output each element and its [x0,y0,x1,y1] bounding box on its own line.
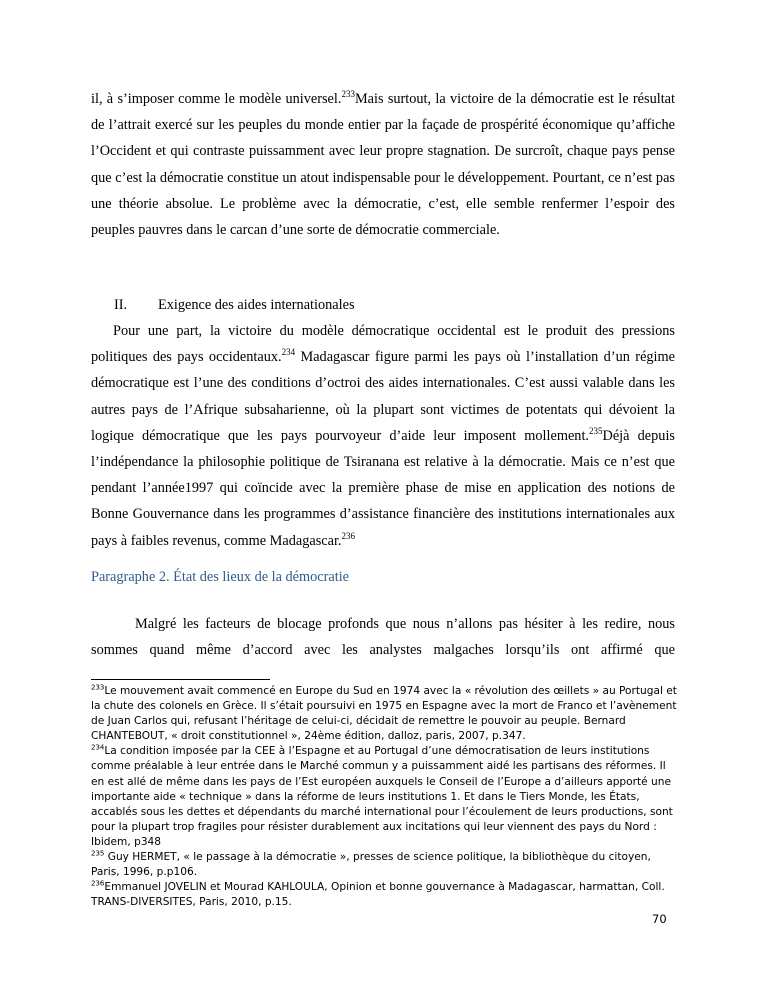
section-heading [114,294,355,316]
paragraph-text: il, à s’imposer comme le modèle universel. [91,91,342,107]
body-paragraph-3 [91,611,675,663]
paragraph-text: Pour une part, la victoire du modèle démocratique occidental est le produit des pressions politiques des pays occidentaux. [91,323,675,366]
section-number: II. [114,297,128,313]
footnote-ref-234[interactable]: 234 [281,347,296,358]
footnote-text: Guy HERMET, « le passage à la démocratie », presses de science politique, la bibliothèque du citoyen, Paris, 1996, p.p106. [91,851,651,879]
section-title: Exigence des aides internationales [158,297,355,313]
footnote-number: 234 [91,743,105,752]
paragraph-text: Madagascar figure parmi les pays où l’installation d’un régime démocratique est l’une des conditions d’octroi des aides internationales. C’est aussi valable dans les autres pays de l’Afrique subsaharienne, où la plupart sont victimes de potentats qui dévoient la logique démocratique que les pays pourvoyeur d’aide leur imposent mollement. [91,349,675,444]
paragraph-heading: Paragraphe 2. État des lieux de la démocratie [91,569,350,585]
footnote-ref-236[interactable]: 236 [341,530,355,541]
footnotes [91,684,681,910]
footnote-separator [91,679,270,680]
footnote-number: 236 [91,879,105,888]
footnote-ref-235[interactable]: 235 [589,426,603,437]
paragraph-text: Malgré les facteurs de blocage profonds que nous n’allons pas hésiter à les redire, nous sommes quand même d’accord avec les analystes malgaches lorsqu’ils ont affirmé que [91,616,675,659]
footnote-text: La condition imposée par la CEE à l’Espagne et au Portugal d’une démocratisation de leurs institutions comme préalable à leur entrée dans le Marché commun y a puissamment aidé les partisans des réformes. Il en est allé de même dans les pays de l’Est européen auxquels le Conseil de l’Europe a d’ailleurs apporté une importante aide « technique » dans la réforme de leurs institutions 1. Et dans le Tiers Monde, les États, accablés sous les dettes et dépendants du marché international pour l’écoulement de leurs productions, sont pour la plupart trop fragiles pour résister durablement aux incitations qui leur viennent des pays du Nord : Ibidem, p348 [91,745,673,848]
footnote-234 [91,744,681,850]
footnote-text: Le mouvement avait commencé en Europe du Sud en 1974 avec la « révolution des œillets » au Portugal et la chute des colonels en Grèce. Il s’était poursuivi en 1975 en Espagne avec la mort de Franco et l’avènement de Juan Carlos qui, refusant l’héritage de celui-ci, décidait de remettre le pouvoir au peuple. Bernard CHANTEBOUT, « droit constitutionnel », 24ème édition, dalloz, paris, 2007, p.347. [91,685,677,743]
paragraph-text: Déjà depuis l’indépendance la philosophie politique de Tsiranana est relative à la démocratie. Mais ce n’est que pendant l’année1997 qui coïncide avec la première phase de mise en application des notions de Bonne Gouvernance dans les programmes d’assistance financière des institutions internationales aux pays à faibles revenus, comme Madagascar. [91,427,675,549]
footnote-number: 233 [91,683,105,692]
footnote-233 [91,684,681,744]
footnote-ref-233[interactable]: 233 [341,89,355,100]
footnote-235 [91,850,681,880]
body-paragraph-1 [91,86,675,243]
page-number: 70 [652,912,667,926]
paragraph-text: Mais surtout, la victoire de la démocratie est le résultat de l’attrait exercé sur les peuples du monde entier par la façade de prospérité économique qu’affiche l’Occident et qui contraste puissamment avec leur propre stagnation. De surcroît, chaque pays pense que c’est la démocratie constitue un atout indispensable pour le développement. Pourtant, ce n’est pas une théorie absolue. Le problème avec la démocratie, c’est, elle semble renfermer l’espoir des peuples pauvres dans le carcan d’une sorte de démocratie commerciale. [91,91,675,239]
body-paragraph-2 [91,318,675,554]
footnote-number: 235 [91,849,105,858]
footnote-236 [91,880,681,910]
footnote-text: Emmanuel JOVELIN et Mourad KAHLOULA, Opinion et bonne gouvernance à Madagascar, harmattan, Coll. TRANS-DIVERSITES, Paris, 2010, p.15. [91,881,665,909]
